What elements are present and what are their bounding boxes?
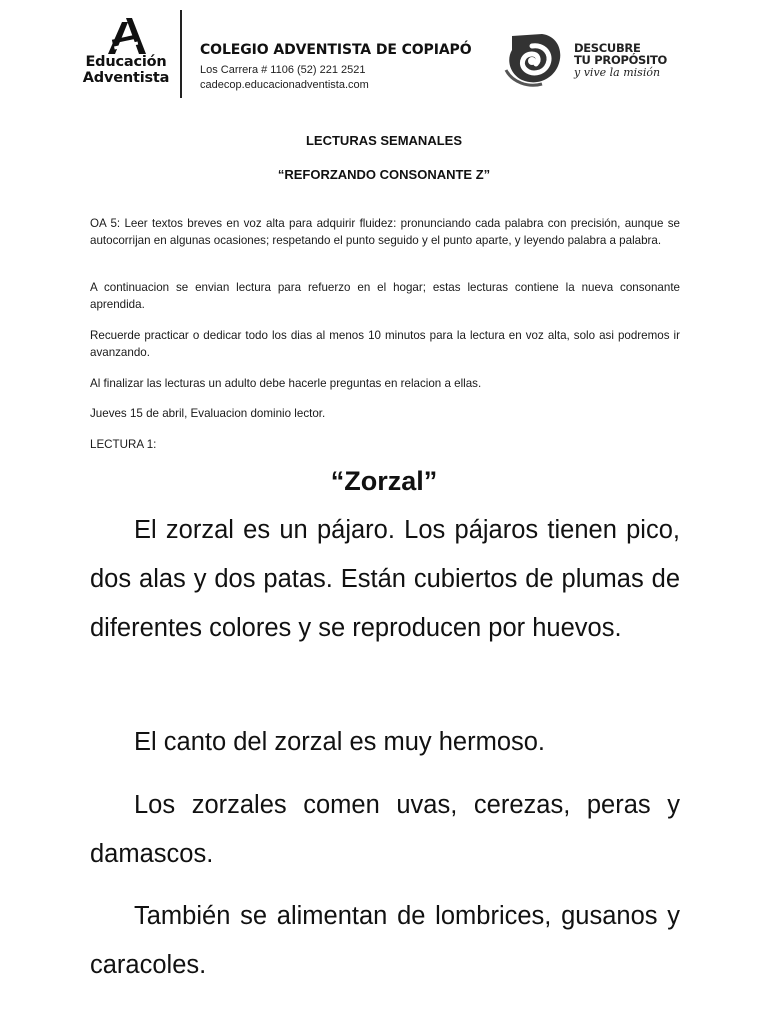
logo-right-line2: TU PROPÓSITO	[574, 53, 668, 67]
note-paragraph: Al finalizar las lecturas un adulto debe hacerle preguntas en relacion a ellas.	[90, 377, 482, 390]
reading-paragraph: También se alimentan de lombrices, gusanos y caracoles.	[90, 902, 680, 979]
header-divider	[180, 10, 182, 98]
document-title: LECTURAS SEMANALES	[305, 133, 462, 148]
school-website: cadecop.educacionadventista.com	[200, 79, 369, 91]
school-address: Los Carrera # 1106 (52) 221 2521	[200, 64, 366, 76]
reading-label: LECTURA 1:	[90, 438, 157, 451]
educacion-adventista-logo	[74, 18, 178, 100]
reading-paragraph: El canto del zorzal es muy hermoso.	[134, 728, 546, 756]
evaluation-date: Jueves 15 de abril, Evaluacion dominio lector.	[90, 407, 326, 420]
logo-right-line1: DESCUBRE	[574, 41, 641, 55]
logo-right-line3: y vive la misión	[574, 66, 661, 79]
adventista-a-icon	[106, 18, 146, 54]
swirl-emblem-icon	[502, 30, 566, 88]
logo-left-line1: Educación	[85, 54, 167, 70]
objective-paragraph: OA 5: Leer textos breves en voz alta para adquirir fluidez: pronunciando cada palabra con precisión, aunque se autocorrijan en algunas ocasiones; respetando el punto seguido y el punto aparte, y leyendo palabra a palabra.	[90, 217, 680, 247]
document-header	[0, 0, 768, 110]
reading-title: “Zorzal”	[330, 466, 438, 496]
reading-paragraph: El zorzal es un pájaro. Los pájaros tienen pico, dos alas y dos patas. Están cubiertos de plumas de diferentes colores y se reproducen por huevos.	[90, 516, 680, 642]
logo-left-line2: Adventista	[82, 70, 170, 86]
descubre-proposito-logo	[502, 28, 672, 92]
reading-paragraph: Los zorzales comen uvas, cerezas, peras y damascos.	[90, 791, 680, 868]
school-info	[200, 42, 472, 93]
school-name: COLEGIO ADVENTISTA DE COPIAPÓ	[200, 42, 472, 58]
document-subtitle: “REFORZANDO CONSONANTE Z”	[277, 167, 491, 182]
note-paragraph: A continuacion se envian lectura para refuerzo en el hogar; estas lecturas contiene la nueva consonante aprendida.	[90, 281, 680, 311]
note-paragraph: Recuerde practicar o dedicar todo los dias al menos 10 minutos para la lectura en voz alta, solo asi podremos ir avanzando.	[90, 329, 680, 359]
